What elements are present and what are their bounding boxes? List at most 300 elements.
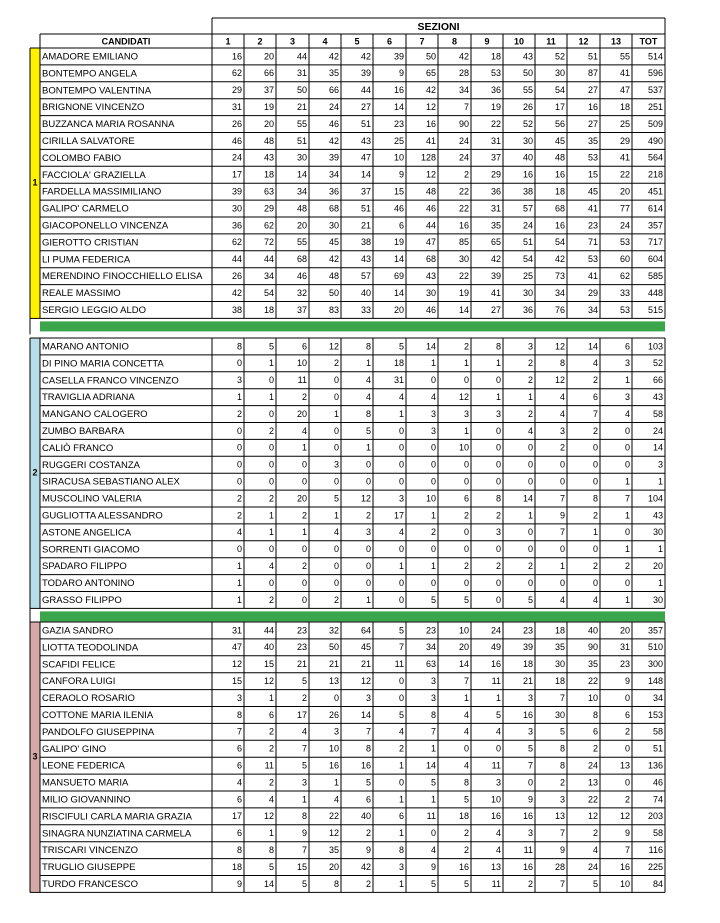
section-vote: 14 (393, 102, 404, 113)
section-vote: 20 (328, 861, 339, 872)
candidate-name: CIRILLA SALVATORE (42, 135, 135, 147)
section-vote: 20 (263, 51, 274, 62)
list-separator-bar (40, 321, 665, 331)
column-header-3: 3 (289, 36, 296, 47)
section-vote: 1 (527, 510, 533, 521)
section-vote: 90 (587, 642, 598, 653)
section-vote: 18 (554, 676, 565, 687)
section-vote: 0 (527, 544, 533, 555)
section-vote: 8 (398, 845, 404, 856)
section-vote: 1 (495, 692, 501, 703)
candidate-total: 510 (647, 642, 663, 653)
section-vote: 3 (301, 777, 307, 788)
section-vote: 0 (365, 561, 371, 572)
section-vote: 2 (301, 510, 307, 521)
section-vote: 0 (463, 459, 469, 470)
candidate-total: 1 (657, 476, 663, 487)
section-vote: 0 (495, 594, 501, 605)
candidate-name: GIEROTTO CRISTIAN (42, 237, 139, 249)
section-vote: 3 (430, 408, 436, 419)
section-vote: 25 (393, 135, 404, 146)
section-vote: 0 (268, 577, 274, 588)
section-vote: 48 (554, 152, 565, 163)
section-vote: 5 (527, 594, 533, 605)
section-vote: 2 (559, 777, 565, 788)
section-vote: 8 (559, 358, 565, 369)
candidate-name: RUGGERI COSTANZA (42, 459, 140, 471)
section-vote: 15 (296, 861, 307, 872)
candidate-name: SINAGRA NUNZIATINA CARMELA (42, 828, 192, 840)
section-vote: 7 (365, 726, 371, 737)
section-vote: 14 (393, 254, 404, 265)
section-vote: 1 (495, 358, 501, 369)
section-vote: 8 (236, 709, 242, 720)
candidate-name: MILIO GIOVANNINO (42, 794, 131, 806)
section-vote: 7 (301, 845, 307, 856)
section-vote: 33 (619, 287, 630, 298)
candidate-total: 58 (652, 726, 663, 737)
section-vote: 2 (236, 408, 242, 419)
section-vote: 13 (587, 777, 598, 788)
section-vote: 22 (587, 794, 598, 805)
section-vote: 6 (592, 726, 598, 737)
column-header-11: 11 (546, 36, 556, 47)
section-vote: 8 (301, 811, 307, 822)
column-header-1: 1 (225, 36, 231, 47)
section-vote: 8 (495, 493, 501, 504)
section-vote: 0 (333, 392, 339, 403)
section-vote: 69 (393, 271, 404, 282)
section-vote: 37 (490, 152, 501, 163)
candidate-total: 537 (647, 85, 663, 96)
section-vote: 1 (430, 358, 436, 369)
section-vote: 5 (559, 726, 565, 737)
section-vote: 0 (527, 577, 533, 588)
section-vote: 29 (263, 203, 274, 214)
section-vote: 7 (463, 102, 469, 113)
section-vote: 23 (393, 118, 404, 129)
section-vote: 8 (463, 777, 469, 788)
section-vote: 51 (360, 203, 371, 214)
section-vote: 21 (296, 102, 307, 113)
section-vote: 0 (430, 544, 436, 555)
section-vote: 52 (554, 51, 565, 62)
candidate-name: COLOMBO FABIO (42, 152, 122, 164)
candidate-name: RISCIFULI CARLA MARIA GRAZIA (42, 811, 192, 823)
section-vote: 46 (425, 304, 436, 315)
section-vote: 2 (592, 743, 598, 754)
section-vote: 30 (425, 287, 436, 298)
section-vote: 62 (619, 271, 630, 282)
section-vote: 8 (236, 845, 242, 856)
section-vote: 0 (430, 577, 436, 588)
section-vote: 2 (365, 510, 371, 521)
section-vote: 30 (458, 254, 469, 265)
section-vote: 9 (398, 169, 404, 180)
section-vote: 16 (458, 861, 469, 872)
section-vote: 7 (559, 527, 565, 538)
section-vote: 0 (527, 777, 533, 788)
section-vote: 0 (398, 577, 404, 588)
section-vote: 0 (333, 561, 339, 572)
section-vote: 0 (624, 577, 630, 588)
section-vote: 3 (559, 425, 565, 436)
section-vote: 15 (263, 659, 274, 670)
candidate-name: LIOTTA TEODOLINDA (42, 642, 139, 654)
candidate-total: 300 (647, 659, 663, 670)
section-vote: 22 (328, 811, 339, 822)
section-vote: 23 (296, 625, 307, 636)
candidate-total: 84 (652, 878, 663, 889)
section-vote: 43 (360, 135, 371, 146)
section-vote: 0 (430, 459, 436, 470)
section-vote: 18 (554, 625, 565, 636)
section-vote: 36 (522, 304, 533, 315)
section-vote: 1 (398, 561, 404, 572)
section-vote: 0 (236, 442, 242, 453)
section-vote: 3 (333, 726, 339, 737)
section-vote: 8 (495, 341, 501, 352)
candidate-name: BONTEMPO VALENTINA (42, 85, 152, 97)
section-vote: 4 (301, 726, 307, 737)
candidate-total: 153 (647, 709, 663, 720)
section-vote: 3 (527, 726, 533, 737)
section-vote: 2 (624, 726, 630, 737)
candidate-total: 43 (652, 510, 663, 521)
section-vote: 0 (268, 408, 274, 419)
candidate-total: 116 (648, 845, 663, 856)
candidate-total: 46 (652, 777, 663, 788)
section-vote: 16 (231, 51, 242, 62)
section-vote: 29 (587, 287, 598, 298)
section-vote: 12 (425, 102, 436, 113)
section-vote: 85 (458, 237, 469, 248)
section-vote: 6 (236, 760, 242, 771)
section-vote: 4 (527, 425, 533, 436)
section-vote: 2 (268, 777, 274, 788)
section-vote: 23 (296, 642, 307, 653)
candidate-name: MANGANO CALOGERO (42, 409, 148, 421)
section-vote: 4 (624, 408, 630, 419)
section-vote: 18 (231, 861, 242, 872)
candidate-total: 357 (647, 220, 663, 231)
section-vote: 24 (522, 220, 533, 231)
candidate-name: PANDOLFO GIUSEPPINA (42, 726, 155, 738)
section-vote: 73 (554, 271, 565, 282)
section-vote: 0 (527, 442, 533, 453)
section-vote: 18 (458, 811, 469, 822)
section-vote: 39 (360, 68, 371, 79)
section-vote: 21 (328, 659, 339, 670)
section-vote: 4 (365, 392, 371, 403)
section-vote: 11 (264, 760, 274, 771)
candidate-name: CANFORA LUIGI (42, 676, 116, 688)
candidate-name: GUGLIOTTA ALESSANDRO (42, 510, 163, 522)
section-vote: 0 (495, 459, 501, 470)
section-vote: 1 (398, 794, 404, 805)
section-vote: 22 (619, 169, 630, 180)
section-vote: 12 (587, 811, 598, 822)
section-vote: 3 (527, 828, 533, 839)
section-vote: 3 (624, 392, 630, 403)
section-vote: 18 (522, 659, 533, 670)
section-vote: 20 (296, 408, 307, 419)
section-vote: 62 (231, 237, 242, 248)
section-vote: 1 (268, 527, 274, 538)
column-header-9: 9 (484, 36, 490, 47)
candidate-name: LI PUMA FEDERICA (42, 254, 131, 266)
section-vote: 1 (236, 577, 242, 588)
section-vote: 5 (333, 493, 339, 504)
section-vote: 57 (360, 271, 371, 282)
section-vote: 24 (587, 861, 598, 872)
section-vote: 14 (458, 304, 469, 315)
section-vote: 8 (592, 709, 598, 720)
column-header-7: 7 (419, 36, 425, 47)
section-vote: 24 (458, 152, 469, 163)
section-vote: 1 (624, 476, 630, 487)
section-vote: 35 (328, 68, 339, 79)
candidate-total: 515 (647, 304, 663, 315)
section-vote: 30 (554, 68, 565, 79)
section-vote: 16 (522, 709, 533, 720)
section-vote: 21 (522, 676, 533, 687)
section-vote: 2 (527, 375, 533, 386)
section-vote: 20 (619, 625, 630, 636)
section-vote: 0 (398, 459, 404, 470)
section-vote: 10 (619, 878, 630, 889)
section-vote: 3 (398, 493, 404, 504)
section-vote: 42 (360, 861, 371, 872)
section-vote: 4 (236, 777, 242, 788)
section-vote: 5 (398, 625, 404, 636)
section-vote: 26 (231, 271, 242, 282)
section-vote: 0 (592, 544, 598, 555)
section-vote: 53 (619, 237, 630, 248)
section-vote: 2 (495, 510, 501, 521)
section-vote: 9 (624, 828, 630, 839)
section-vote: 1 (268, 392, 274, 403)
section-vote: 1 (365, 358, 371, 369)
candidate-name: TURDO FRANCESCO (42, 878, 139, 890)
section-vote: 5 (365, 425, 371, 436)
section-vote: 18 (554, 186, 565, 197)
candidate-total: 58 (652, 408, 663, 419)
section-vote: 29 (619, 135, 630, 146)
section-vote: 0 (398, 777, 404, 788)
section-vote: 66 (328, 85, 339, 96)
section-vote: 62 (263, 220, 274, 231)
section-vote: 16 (328, 760, 339, 771)
section-vote: 11 (523, 845, 533, 856)
section-vote: 31 (231, 102, 242, 113)
section-vote: 2 (365, 828, 371, 839)
section-vote: 0 (430, 442, 436, 453)
candidate-name: AMADORE EMILIANO (42, 51, 139, 63)
section-vote: 44 (425, 220, 436, 231)
section-vote: 0 (592, 476, 598, 487)
section-vote: 1 (398, 408, 404, 419)
candidate-name: SIRACUSA SEBASTIANO ALEX (42, 476, 180, 488)
section-vote: 10 (393, 152, 404, 163)
section-vote: 45 (587, 186, 598, 197)
section-vote: 2 (398, 743, 404, 754)
section-vote: 37 (360, 186, 371, 197)
section-vote: 23 (522, 625, 533, 636)
section-vote: 48 (263, 135, 274, 146)
section-vote: 36 (231, 220, 242, 231)
section-vote: 1 (559, 561, 565, 572)
section-vote: 18 (263, 169, 274, 180)
section-vote: 3 (333, 459, 339, 470)
section-vote: 1 (624, 375, 630, 386)
section-vote: 54 (554, 85, 565, 96)
section-vote: 1 (268, 828, 274, 839)
candidate-total: 66 (652, 375, 663, 386)
section-vote: 76 (554, 304, 565, 315)
section-vote: 8 (592, 493, 598, 504)
section-vote: 1 (592, 527, 598, 538)
candidate-name: FARDELLA MASSIMILIANO (42, 186, 162, 198)
section-vote: 20 (296, 493, 307, 504)
section-vote: 37 (296, 304, 307, 315)
section-vote: 12 (263, 676, 274, 687)
candidate-name: MARANO ANTONIO (42, 341, 129, 353)
section-vote: 2 (592, 510, 598, 521)
section-vote: 12 (263, 811, 274, 822)
column-header-10: 10 (513, 36, 525, 47)
section-vote: 48 (425, 186, 436, 197)
section-vote: 22 (458, 271, 469, 282)
candidate-name: COTTONE MARIA ILENIA (42, 709, 154, 721)
section-vote: 9 (559, 510, 565, 521)
column-header-12: 12 (578, 36, 589, 47)
section-vote: 5 (430, 594, 436, 605)
candidate-name: TRAVIGLIA ADRIANA (42, 392, 135, 404)
candidate-total: 30 (652, 527, 663, 538)
section-vote: 0 (592, 459, 598, 470)
candidate-name: GAZIA SANDRO (42, 625, 114, 637)
section-vote: 3 (527, 692, 533, 703)
candidate-total: 1 (657, 577, 663, 588)
section-vote: 16 (522, 811, 533, 822)
section-vote: 2 (268, 743, 274, 754)
candidate-name: LEONE FEDERICA (42, 760, 125, 772)
section-vote: 48 (296, 203, 307, 214)
section-vote: 16 (490, 659, 501, 670)
candidate-total: 148 (647, 676, 663, 687)
candidate-name: MUSCOLINO VALERIA (42, 493, 142, 505)
candidate-total: 225 (647, 861, 663, 872)
section-vote: 0 (463, 375, 469, 386)
section-vote: 36 (490, 186, 501, 197)
section-vote: 68 (328, 203, 339, 214)
section-vote: 2 (268, 594, 274, 605)
section-vote: 2 (268, 425, 274, 436)
section-vote: 9 (398, 68, 404, 79)
section-vote: 41 (425, 135, 436, 146)
section-vote: 2 (592, 375, 598, 386)
section-vote: 17 (393, 510, 404, 521)
section-vote: 1 (430, 794, 436, 805)
section-vote: 3 (495, 777, 501, 788)
candidate-total: 52 (652, 358, 663, 369)
section-vote: 68 (425, 254, 436, 265)
section-vote: 4 (333, 527, 339, 538)
section-vote: 46 (425, 203, 436, 214)
section-vote: 12 (231, 659, 242, 670)
section-vote: 17 (296, 709, 307, 720)
section-vote: 19 (263, 102, 274, 113)
section-vote: 0 (495, 544, 501, 555)
section-vote: 0 (236, 358, 242, 369)
section-vote: 12 (360, 676, 371, 687)
candidate-total: 717 (647, 237, 663, 248)
candidate-total: 596 (647, 68, 663, 79)
candidates-header: CANDIDATI (101, 36, 151, 47)
section-vote: 16 (554, 220, 565, 231)
candidate-total: 103 (647, 341, 663, 352)
section-vote: 2 (527, 358, 533, 369)
section-vote: 2 (333, 358, 339, 369)
section-vote: 10 (296, 358, 307, 369)
section-vote: 3 (430, 425, 436, 436)
section-vote: 53 (587, 152, 598, 163)
section-vote: 63 (263, 186, 274, 197)
candidate-name: ZUMBO BARBARA (42, 425, 125, 437)
column-header-6: 6 (386, 36, 393, 47)
section-vote: 16 (393, 85, 404, 96)
section-vote: 22 (587, 676, 598, 687)
section-vote: 0 (495, 743, 501, 754)
section-vote: 0 (236, 476, 242, 487)
section-vote: 63 (425, 659, 436, 670)
section-vote: 2 (463, 510, 469, 521)
section-vote: 8 (365, 408, 371, 419)
candidate-total: 490 (647, 135, 663, 146)
section-vote: 11 (394, 659, 404, 670)
section-vote: 19 (393, 237, 404, 248)
section-vote: 18 (393, 358, 404, 369)
section-vote: 1 (463, 358, 469, 369)
section-vote: 29 (231, 85, 242, 96)
section-vote: 30 (522, 135, 533, 146)
section-vote: 40 (360, 287, 371, 298)
section-vote: 8 (268, 845, 274, 856)
section-vote: 51 (522, 237, 533, 248)
section-vote: 4 (463, 709, 469, 720)
section-vote: 4 (430, 845, 436, 856)
section-vote: 0 (365, 577, 371, 588)
section-vote: 8 (559, 760, 565, 771)
section-vote: 3 (527, 341, 533, 352)
section-vote: 77 (619, 203, 630, 214)
section-vote: 0 (333, 476, 339, 487)
section-vote: 9 (624, 676, 630, 687)
section-vote: 0 (398, 594, 404, 605)
section-vote: 4 (559, 392, 565, 403)
section-vote: 62 (231, 68, 242, 79)
section-vote: 3 (398, 861, 404, 872)
section-vote: 4 (236, 527, 242, 538)
section-vote: 6 (398, 220, 404, 231)
section-vote: 24 (458, 135, 469, 146)
candidate-total: 14 (652, 442, 663, 453)
section-vote: 22 (458, 186, 469, 197)
section-vote: 87 (587, 68, 598, 79)
section-vote: 38 (522, 186, 533, 197)
section-vote: 1 (236, 594, 242, 605)
